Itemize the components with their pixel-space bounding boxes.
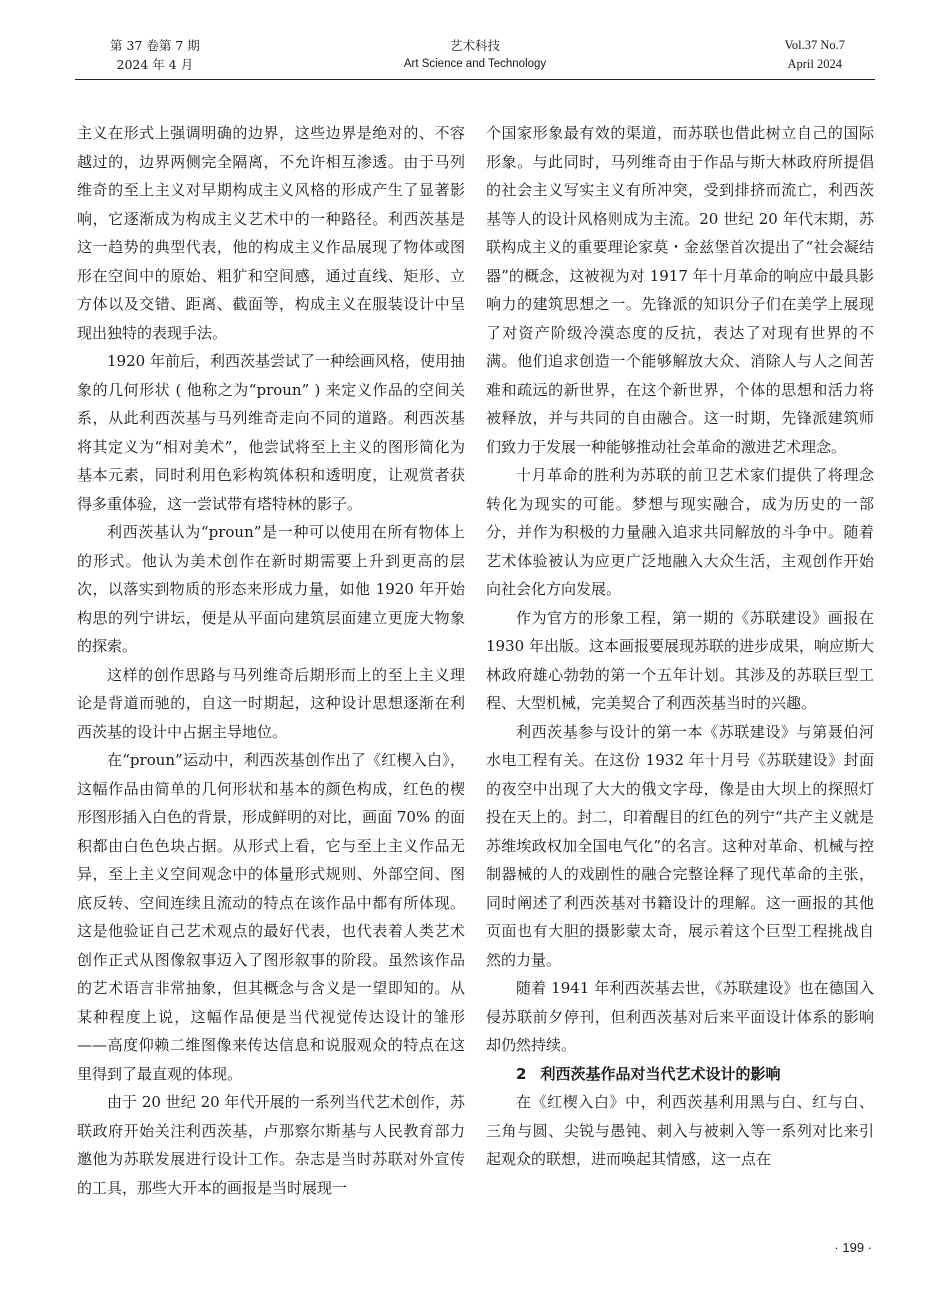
body-paragraph: 利西茨基认为“proun”是一种可以使用在所有物体上的形式。他认为美术创作在新时期需要上升到更高的层次，以落实到物质的形态来形成力量，如他 1920 年开始构思的列宁讲坛，便是从平面向建筑层面建立更庞大物象的探索。 [77, 523, 465, 655]
body-paragraph: 个国家形象最有效的渠道，而苏联也借此树立自己的国际形象。与此同时，马列维奇由于作品与斯大林政府所提倡的社会主义写实主义有所冲突，受到排挤而流亡，利西茨基等人的设计风格则成为主流。20 世纪 20 年代末期，苏联构成主义的重要理论家莫・金兹堡首次提出了“社会凝结器”的概念，这被视为对 1917 年十月革命的响应中最具影响力的建筑思想之一。先锋派的知识分子们在美学上展现了对资产阶级冷漠态度的反抗，表达了对现有世界的不满。他们追求创造一个能够解放大众、消除人与人之间苦难和疏远的新世界，在这个新世界，个体的思想和活力将被释放，并与共同的自由融合。这一时期，先锋派建筑师们致力于发展一种能够推动社会革命的激进艺术理念。 [486, 124, 874, 456]
left-column [77, 119, 465, 1202]
body-paragraph: 1920 年前后，利西茨基尝试了一种绘画风格，使用抽象的几何形状 ( 他称之为“proun” ) 来定义作品的空间关系，从此利西茨基与马列维奇走向不同的道路。利西茨基将其定义为“相对美术”，他尝试将至上主义的图形简化为基本元素，同时利用色彩构筑体积和透明度，让观赏者获得多重体验，这一尝试带有塔特林的影子。 [77, 352, 465, 513]
publish-date-en: April 2024 [787, 57, 842, 71]
body-paragraph: 利西茨基参与设计的第一本《苏联建设》与第聂伯河水电工程有关。在这份 1932 年十月号《苏联建设》封面的夜空中出现了大大的俄文字母，像是由大坝上的探照灯投在天上的。封二，印着醒目的红色的列宁“共产主义就是苏维埃政权加全国电气化”的名言。这种对革命、机械与控制器械的人的戏剧性的融合完整诠释了现代革命的主张，同时阐述了利西茨基对书籍设计的理解。这一画报的其他页面也有大胆的摄影蒙太奇，展示着这个巨型工程挑战自然的力量。 [486, 722, 874, 969]
header-volume-en [784, 36, 845, 74]
body-paragraph: 主义在形式上强调明确的边界，这些边界是绝对的、不容越过的，边界两侧完全隔离，不允许相互渗透。由于马列维奇的至上主义对早期构成主义风格的形成产生了显著影响，它逐渐成为构成主义艺术中的一种路径。利西茨基是这一趋势的典型代表，他的构成主义作品展现了物体或图形在空间中的原始、粗犷和空间感，通过直线、矩形、立方体以及交错、距离、截面等，构成主义在服装设计中呈现出独特的表现手法。 [77, 124, 465, 342]
body-paragraph: 随着 1941 年利西茨基去世，《苏联建设》也在德国入侵苏联前夕停刊，但利西茨基对后来平面设计体系的影响却仍然持续。 [486, 979, 874, 1054]
body-paragraph: 在“proun”运动中，利西茨基创作出了《红楔入白》，这幅作品由简单的几何形状和基本的颜色构成，红色的楔形图形插入白色的背景，形成鲜明的对比，画面 70% 的面积都由白色色块占据。从形式上看，它与至上主义作品无异，至上主义空间观念中的体量形式规则、外部空间、图底反转、空间连续且流动的特点在该作品中都有所体现。这是他验证自己艺术观点的最好代表，也代表着人类艺术创作正式从图像叙事迈入了图形叙事的阶段。虽然该作品的艺术语言非常抽象，但其概念与含义是一望即知的。从某种程度上说，这幅作品便是当代视觉传达设计的雏形——高度仰赖二维图像来传达信息和说服观众的特点在这里得到了最直观的体现。 [77, 751, 465, 1083]
right-column [486, 119, 874, 1174]
body-paragraph: 这样的创作思路与马列维奇后期形而上的至上主义理论是背道而驰的，自这一时期起，这种设计思想逐渐在利西茨基的设计中占据主导地位。 [77, 665, 465, 741]
body-paragraph: 十月革命的胜利为苏联的前卫艺术家们提供了将理念转化为现实的可能。梦想与现实融合，成为历史的一部分，并作为积极的力量融入追求共同解放的斗争中。随着艺术体验被认为应更广泛地融入大众生活，主观创作开始向社会化方向发展。 [486, 466, 874, 598]
body-paragraph: 由于 20 世纪 20 年代开展的一系列当代艺术创作，苏联政府开始关注利西茨基，卢那察尔斯基与人民教育部力邀他为苏联发展进行设计工作。杂志是当时苏联对外宣传的工具，那些大开本的画报是当时展现一 [77, 1093, 465, 1197]
running-header [75, 36, 875, 80]
volume-issue-en: Vol.37 No.7 [784, 38, 845, 52]
section-number: 2 [516, 1064, 527, 1083]
page-number: · 199 · [834, 1240, 872, 1255]
header-journal [75, 36, 875, 74]
body-paragraph: 作为官方的形象工程，第一期的《苏联建设》画报在 1930 年出版。这本画报要展现苏联的进步成果，响应斯大林政府雄心勃勃的第一个五年计划。其涉及的苏联巨型工程、大型机械，完美契合了利西茨基当时的兴趣。 [486, 608, 874, 712]
body-paragraph: 在《红楔入白》中，利西茨基利用黑与白、红与白、三角与圆、尖锐与愚钝、刺入与被刺入等一系列对比来引起观众的联想，进而唤起其情感，这一点在 [486, 1093, 874, 1168]
volume-issue-cn: 第 37 卷第 7 期 [110, 38, 200, 53]
journal-name-cn: 艺术科技 [449, 38, 500, 53]
section-heading [486, 1060, 874, 1089]
publish-date-cn: 2024 年 4 月 [116, 57, 194, 72]
header-rule [75, 79, 875, 80]
section-title: 利西茨基作品对当代艺术设计的影响 [540, 1064, 781, 1083]
journal-name-en: Art Science and Technology [403, 58, 547, 70]
